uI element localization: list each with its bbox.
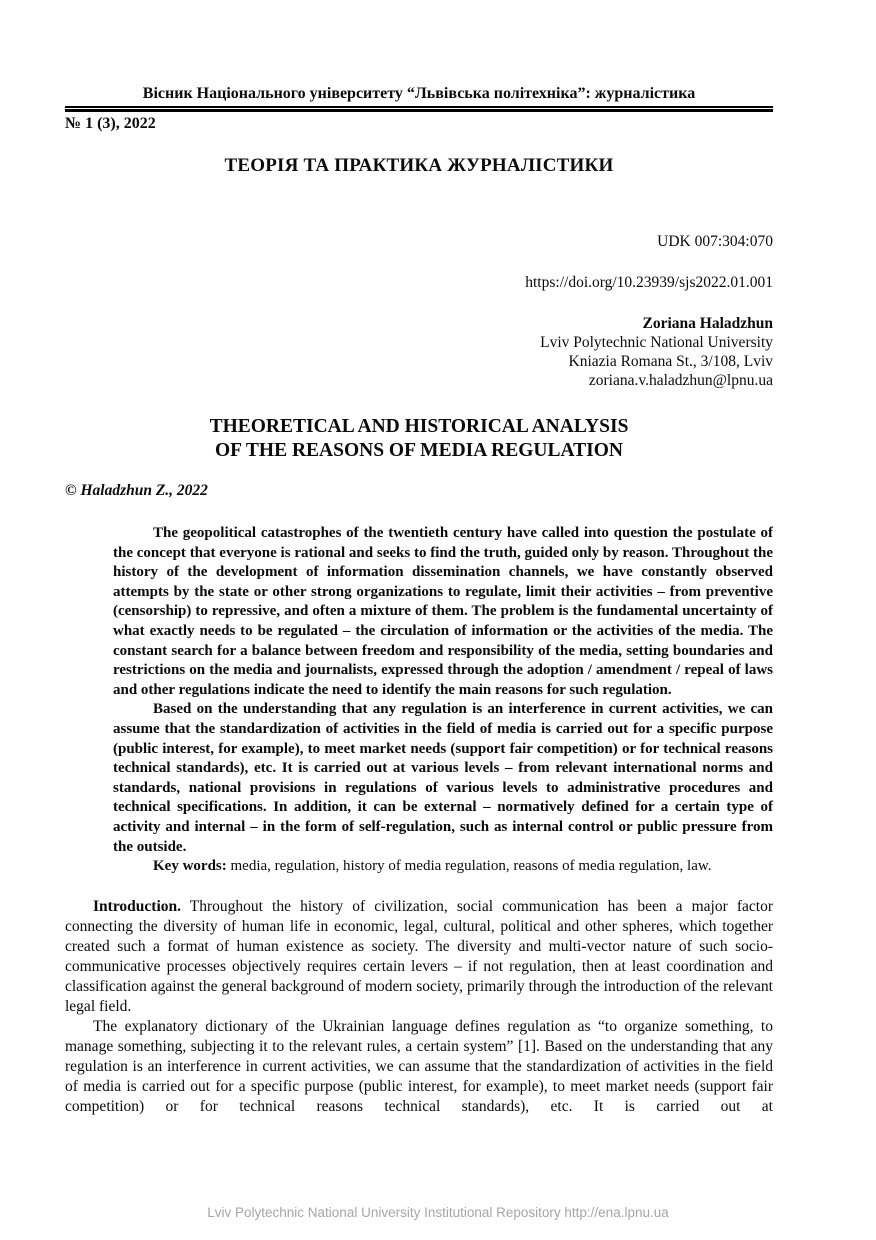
introduction-paragraph (65, 897, 773, 1017)
author-affiliation: Lviv Polytechnic National University (540, 334, 773, 351)
body-text (65, 897, 773, 1117)
author-name: Zoriana Haladzhun (642, 315, 773, 332)
author-email-line (65, 371, 773, 390)
journal-header-title: Вісник Національного університету “Львівська політехніка”: журналістика (65, 84, 773, 108)
doi-line (65, 274, 773, 292)
article-title-line1: THEORETICAL AND HISTORICAL ANALYSIS (209, 416, 629, 437)
author-block (65, 314, 773, 390)
repository-footer (0, 1205, 876, 1220)
keywords-line (113, 857, 773, 877)
article-title (65, 415, 773, 463)
body-paragraph-2: The explanatory dictionary of the Ukrainian language defines regulation as “to organize something, to manage something, subjecting it to the relevant rules, a certain system” [1]. Based on the understanding that any regulation is an interference in current activities, we can assume that the standardization of activities in the field of media is carried out for a specific purpose (public interest, for example), to meet market needs (support fair competition) or for technical reasons technical standards), etc. It is carried out at (65, 1017, 773, 1115)
keywords-text: media, regulation, history of media regulation, reasons of media regulation, law. (226, 858, 712, 875)
author-address: Kniazia Romana St., 3/108, Lviv (568, 353, 773, 370)
header-rule (65, 109, 773, 112)
section-heading: ТЕОРІЯ ТА ПРАКТИКА ЖУРНАЛІСТИКИ (224, 155, 614, 176)
doi-link[interactable]: https://doi.org/10.23939/sjs2022.01.001 (525, 274, 773, 291)
repository-footer-link[interactable]: Lviv Polytechnic National University Institutional Repository http://ena.lpnu.ua (207, 1205, 669, 1220)
copyright-note: © Haladzhun Z., 2022 (65, 482, 208, 499)
udk-label: UDK 007:304:070 (657, 233, 773, 250)
abstract-paragraph-1: The geopolitical catastrophes of the twentieth century have called into question the postulate of the concept that everyone is rational and seeks to find the truth, guided only by reason. Throughout the history of the development of information dissemination channels, we have constantly observed attempts by the state or other strong organizations to regulate, limit their activities – from preventive (censorship) to repressive, and often a mixture of them. The problem is the fundamental uncertainty of what exactly needs to be regulated – the circulation of information or the activities of the media. The constant search for a balance between freedom and responsibility of the media, setting boundaries and restrictions on the media and journalists, expressed through the adoption / amendment / repeal of laws and other regulations indicate the need to identify the main reasons for such regulation. (113, 525, 773, 698)
introduction-label: Introduction. (93, 897, 181, 915)
introduction-text: Throughout the history of civilization, social communication has been a major factor connecting the diversity of human life in economic, legal, cultural, political and other spheres, which together created such a format of human existence as society. The diversity and multi-vector nature of such socio-communicative processes objectively requires certain levers – if not regulation, then at least coordination and classification against the general background of modern society, primarily through the introduction of the relevant legal field. (65, 897, 773, 1015)
article-page (65, 84, 773, 1117)
abstract-paragraph-2: Based on the understanding that any regulation is an interference in current activities, we can assume that the standardization of activities in the field of media is carried out for a specific purpose (public interest, for example), to meet market needs (support fair competition) or for technical reasons technical standards), etc. It is carried out at various levels – from relevant international norms and standards, national provisions in regulations of various levels to administrative procedures and technical specifications. In addition, it can be external – normatively defined for a certain type of activity and internal – in the form of self-regulation, such as internal control or public pressure from the outside. (113, 701, 773, 855)
article-title-line2: OF THE REASONS OF MEDIA REGULATION (215, 440, 623, 461)
abstract-block (113, 524, 773, 877)
issue-label: № 1 (3), 2022 (65, 115, 156, 132)
keywords-label: Key words: (153, 858, 227, 875)
author-email-link[interactable]: zoriana.v.haladzhun@lpnu.ua (588, 372, 773, 389)
